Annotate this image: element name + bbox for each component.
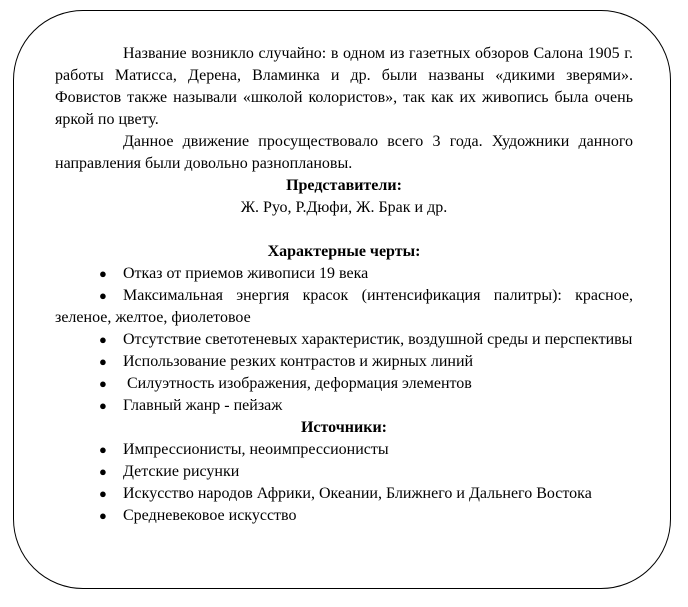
list-item-text: Отсутствие светотеневых характеристик, воздушной среды и перспективы — [123, 331, 633, 348]
list-item-text: Детские рисунки — [123, 463, 240, 480]
list-item — [55, 329, 633, 351]
list-item-text: Главный жанр - пейзаж — [123, 397, 283, 414]
list-item — [55, 505, 633, 527]
intro-paragraph-2: Данное движение просуществовало всего 3 года. Художники данного направления были довольно разноплановы. — [55, 133, 633, 172]
list-item — [55, 351, 633, 373]
list-item — [55, 373, 633, 395]
list-item — [55, 461, 633, 483]
list-item-text: Искусство народов Африки, Океании, Ближнего и Дальнего Востока — [123, 485, 592, 502]
bullet-icon: ● — [99, 508, 107, 523]
list-item — [55, 483, 633, 505]
sources-heading: Источники: — [300, 419, 387, 436]
features-heading: Характерные черты: — [267, 243, 421, 260]
bullet-icon: ● — [99, 442, 107, 457]
list-item — [55, 263, 633, 285]
list-item — [55, 285, 633, 329]
list-item — [55, 439, 633, 461]
bullet-icon: ● — [99, 398, 107, 413]
intro-paragraph-1: Название возникло случайно: в одном из газетных обзоров Салона 1905 г. работы Матисса, Дерена, Вламинка и др. были названы «дикими зверями». Фовистов также называли «школой колористов», так как их живопись была очень яркой по цвету. — [55, 45, 633, 128]
bullet-icon: ● — [99, 464, 107, 479]
list-item — [55, 395, 633, 417]
representatives-heading: Представители: — [286, 177, 402, 194]
list-item-text: Импрессионисты, неоимпрессионисты — [123, 441, 389, 458]
list-item-text: Средневековое искусство — [123, 507, 297, 524]
document-body — [55, 43, 633, 527]
list-item-text: Отказ от приемов живописи 19 века — [123, 265, 369, 282]
list-item-text: Максимальная энергия красок (интенсификация палитры): красное, зеленое, желтое, фиолетовое — [55, 287, 633, 326]
bullet-icon: ● — [99, 354, 107, 369]
bullet-icon: ● — [99, 486, 107, 501]
features-list — [55, 263, 633, 417]
list-item-text: Использование резких контрастов и жирных линий — [123, 353, 474, 370]
bullet-icon: ● — [99, 332, 107, 347]
list-item-text: Силуэтность изображения, деформация элементов — [123, 375, 472, 392]
sources-list — [55, 439, 633, 527]
representatives-names: Ж. Руо, Р.Дюфи, Ж. Брак и др. — [240, 199, 448, 216]
spacer — [55, 219, 633, 241]
bullet-icon: ● — [99, 266, 107, 281]
bullet-icon: ● — [99, 376, 107, 391]
bullet-icon: ● — [99, 288, 107, 303]
